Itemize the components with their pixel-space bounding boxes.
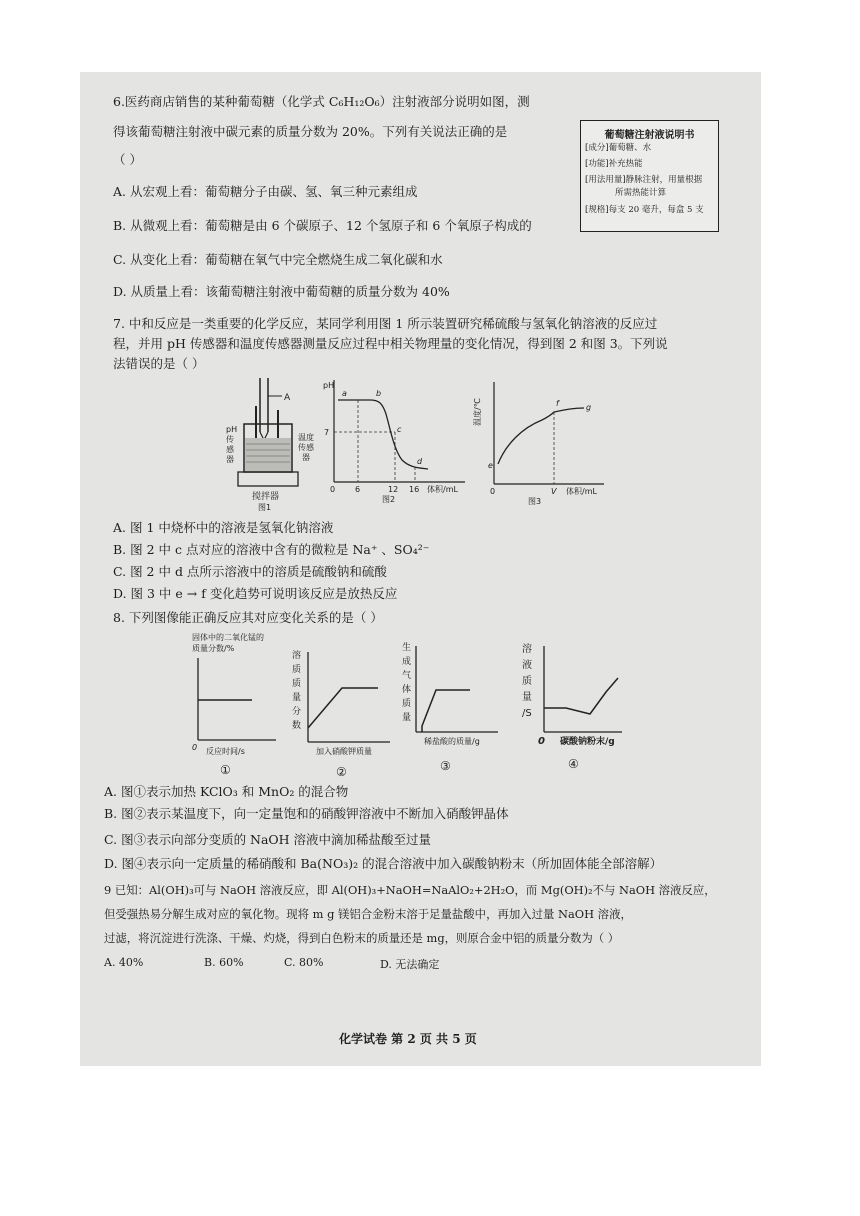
q6-option-a: A. 从宏观上看：葡萄糖分子由碳、氢、氧三种元素组成: [113, 184, 418, 199]
q7-option-a: A. 图 1 中烧杯中的溶液是氢氧化钠溶液: [113, 520, 334, 535]
graph1-ylabel: 固体中的二氧化锰的: [192, 633, 264, 642]
graph3-number: ③: [440, 759, 451, 773]
q9-line2: 但受强热易分解生成对应的氧化物。现将 m g 镁铝合金粉末溶于足量盐酸中，再加入过量 NaOH 溶液，: [104, 907, 632, 921]
q7-line2: 程，并用 pH 传感器和温度传感器测量反应过程中相关物理量的变化情况，得到图 2 和图 3。下列说: [113, 336, 668, 351]
graph3-xlabel: 稀盐酸的质量/g: [424, 737, 480, 746]
q6-blank: （ ）: [113, 152, 142, 167]
graph3-ylabel: 质: [402, 699, 412, 709]
label-box-line: [用法用量]静脉注射，用量根据: [585, 175, 703, 185]
q9-line3: 过滤，将沉淀进行洗涤、干燥、灼烧，得到白色粉末的质量还是 mg，则原合金中铝的质量分数为（ ）: [104, 931, 620, 945]
graph3-ylabel: 体: [402, 685, 412, 695]
q8-stem: 8. 下列图像能正确反应其对应变化关系的是（ ）: [113, 610, 383, 625]
fig3-caption: 图3: [528, 497, 542, 506]
q8-graph-1: [190, 630, 290, 780]
q9-option-c: C. 80%: [284, 956, 324, 969]
q6-line1: 6.医药商店销售的某种葡萄糖（化学式 C₆H₁₂O₆）注射液部分说明如图，测: [113, 94, 530, 109]
graph3-ylabel: 量: [402, 713, 412, 723]
label-box-line: [成分]葡萄糖、水: [585, 143, 652, 153]
fig1-ph-sensor-label: 器: [226, 455, 234, 464]
q8-option-b: B. 图②表示某温度下，向一定量饱和的硝酸钾溶液中不断加入硝酸钾晶体: [104, 806, 509, 821]
fig3-origin: 0: [490, 487, 496, 496]
fig1-apparatus: [222, 372, 322, 512]
fig3-point-f: f: [556, 399, 559, 408]
fig1-temp-sensor-label: 器: [302, 453, 310, 462]
graph3-ylabel: 气: [402, 671, 412, 681]
q8-graph-3: [400, 638, 510, 780]
fig1-ph-sensor-label: 传: [226, 435, 234, 444]
fig1-caption: 图1: [258, 503, 272, 512]
page-footer: 化学试卷 第 2 页 共 5 页: [339, 1032, 477, 1046]
fig2-ylabel: pH: [323, 381, 335, 390]
fig2-xlabel: 体积/mL: [427, 485, 458, 494]
graph1-origin: 0: [192, 743, 198, 752]
label-box-line: [功能]补充热能: [585, 159, 643, 169]
fig1-stirrer-label: 搅拌器: [252, 492, 280, 502]
q9-option-b: B. 60%: [204, 956, 244, 969]
q8-option-c: C. 图③表示向部分变质的 NaOH 溶液中滴加稀盐酸至过量: [104, 832, 432, 847]
q8-graph-2: [290, 646, 400, 780]
graph4-origin: 0: [538, 736, 545, 747]
q9-option-a: A. 40%: [104, 956, 144, 969]
fig1-label-a: A: [284, 393, 291, 403]
label-box-line: [规格]每支 20 毫升，每盒 5 支: [585, 205, 704, 215]
q7-line1: 7. 中和反应是一类重要的化学反应，某同学利用图 1 所示装置研究稀硫酸与氢氧化钠溶液的反应过: [113, 316, 658, 331]
graph1-ylabel: 质量分数/%: [192, 644, 235, 653]
graph4-ylabel: 溶: [522, 644, 532, 655]
graph4-xlabel: 碳酸钠粉末/g: [560, 737, 615, 747]
q9-option-d: D. 无法确定: [380, 958, 440, 971]
fig2-ph-chart: [320, 374, 480, 504]
fig3-ylabel: 温度/℃: [473, 398, 482, 426]
graph4-ylabel: 液: [522, 660, 532, 671]
graph4-ylabel: 质: [522, 676, 532, 687]
graph4-ylabel: /S: [522, 708, 532, 719]
exam-page: [80, 72, 761, 1066]
fig2-xtick: 0: [330, 485, 336, 494]
fig3-xtick-v: V: [551, 487, 557, 496]
fig2-point-b: b: [376, 389, 382, 398]
fig3-xlabel: 体积/mL: [566, 487, 597, 496]
glucose-label-box: [580, 120, 719, 232]
graph2-ylabel: 质: [292, 665, 302, 675]
fig2-xtick: 12: [388, 485, 399, 494]
q8-option-d: D. 图④表示向一定质量的稀硝酸和 Ba(NO₃)₂ 的混合溶液中加入碳酸钠粉末（所加固体能全部溶解）: [104, 856, 663, 871]
q6-line2: 得该葡萄糖注射液中碳元素的质量分数为 20%。下列有关说法正确的是: [113, 124, 508, 139]
graph2-ylabel: 量: [292, 693, 302, 703]
fig3-temperature-chart: [472, 374, 622, 510]
fig2-point-c: c: [397, 425, 402, 434]
label-box-title: 葡萄糖注射液说明书: [604, 130, 695, 141]
q7-option-b: B. 图 2 中 c 点对应的溶液中含有的微粒是 Na⁺ 、SO₄²⁻: [113, 542, 430, 557]
fig3-point-g: g: [586, 403, 592, 412]
label-box-line: 所需热能计算: [615, 188, 667, 198]
fig3-point-e: e: [488, 461, 493, 470]
fig2-xtick: 16: [409, 485, 420, 494]
fig1-temp-sensor-label: 温度: [298, 433, 314, 442]
graph2-ylabel: 数: [292, 721, 302, 731]
fig1-ph-sensor-label: 感: [226, 445, 234, 454]
fig2-caption: 图2: [382, 495, 396, 504]
q7-option-d: D. 图 3 中 e → f 变化趋势可说明该反应是放热反应: [113, 586, 398, 601]
graph1-xlabel: 反应时间/s: [206, 747, 245, 756]
q6-option-b: B. 从微观上看：葡萄糖是由 6 个碳原子、12 个氢原子和 6 个氧原子构成的: [113, 218, 532, 233]
graph1-number: ①: [220, 763, 231, 777]
q9-line1: 9 已知：Al(OH)₃可与 NaOH 溶液反应，即 Al(OH)₃+NaOH=NaAlO₂+2H₂O，而 Mg(OH)₂不与 NaOH 溶液反应，: [104, 883, 716, 897]
q7-line3: 法错误的是（ ）: [113, 356, 205, 371]
fig2-xtick: 6: [355, 485, 361, 494]
q8-option-a: A. 图①表示加热 KClO₃ 和 MnO₂ 的混合物: [104, 784, 349, 799]
graph2-ylabel: 分: [292, 707, 302, 717]
graph2-number: ②: [336, 765, 347, 779]
graph3-ylabel: 成: [402, 657, 412, 667]
fig1-ph-sensor-label: pH: [226, 425, 238, 434]
fig2-y7-label: 7: [324, 428, 330, 437]
graph2-ylabel: 质: [292, 679, 302, 689]
graph4-number: ④: [568, 757, 579, 771]
fig2-point-a: a: [342, 389, 347, 398]
q7-option-c: C. 图 2 中 d 点所示溶液中的溶质是硫酸钠和硫酸: [113, 564, 387, 579]
q6-option-c: C. 从变化上看：葡萄糖在氧气中完全燃烧生成二氧化碳和水: [113, 252, 443, 267]
graph3-ylabel: 生: [402, 643, 412, 653]
q6-option-d: D. 从质量上看：该葡萄糖注射液中葡萄糖的质量分数为 40%: [113, 284, 450, 299]
fig2-point-d: d: [417, 457, 423, 466]
q8-graph-4: [510, 638, 650, 780]
graph2-ylabel: 溶: [292, 651, 302, 661]
fig1-temp-sensor-label: 传感: [298, 443, 314, 452]
graph4-ylabel: 量: [522, 692, 532, 703]
graph2-xlabel: 加入硝酸钾质量: [316, 747, 372, 756]
